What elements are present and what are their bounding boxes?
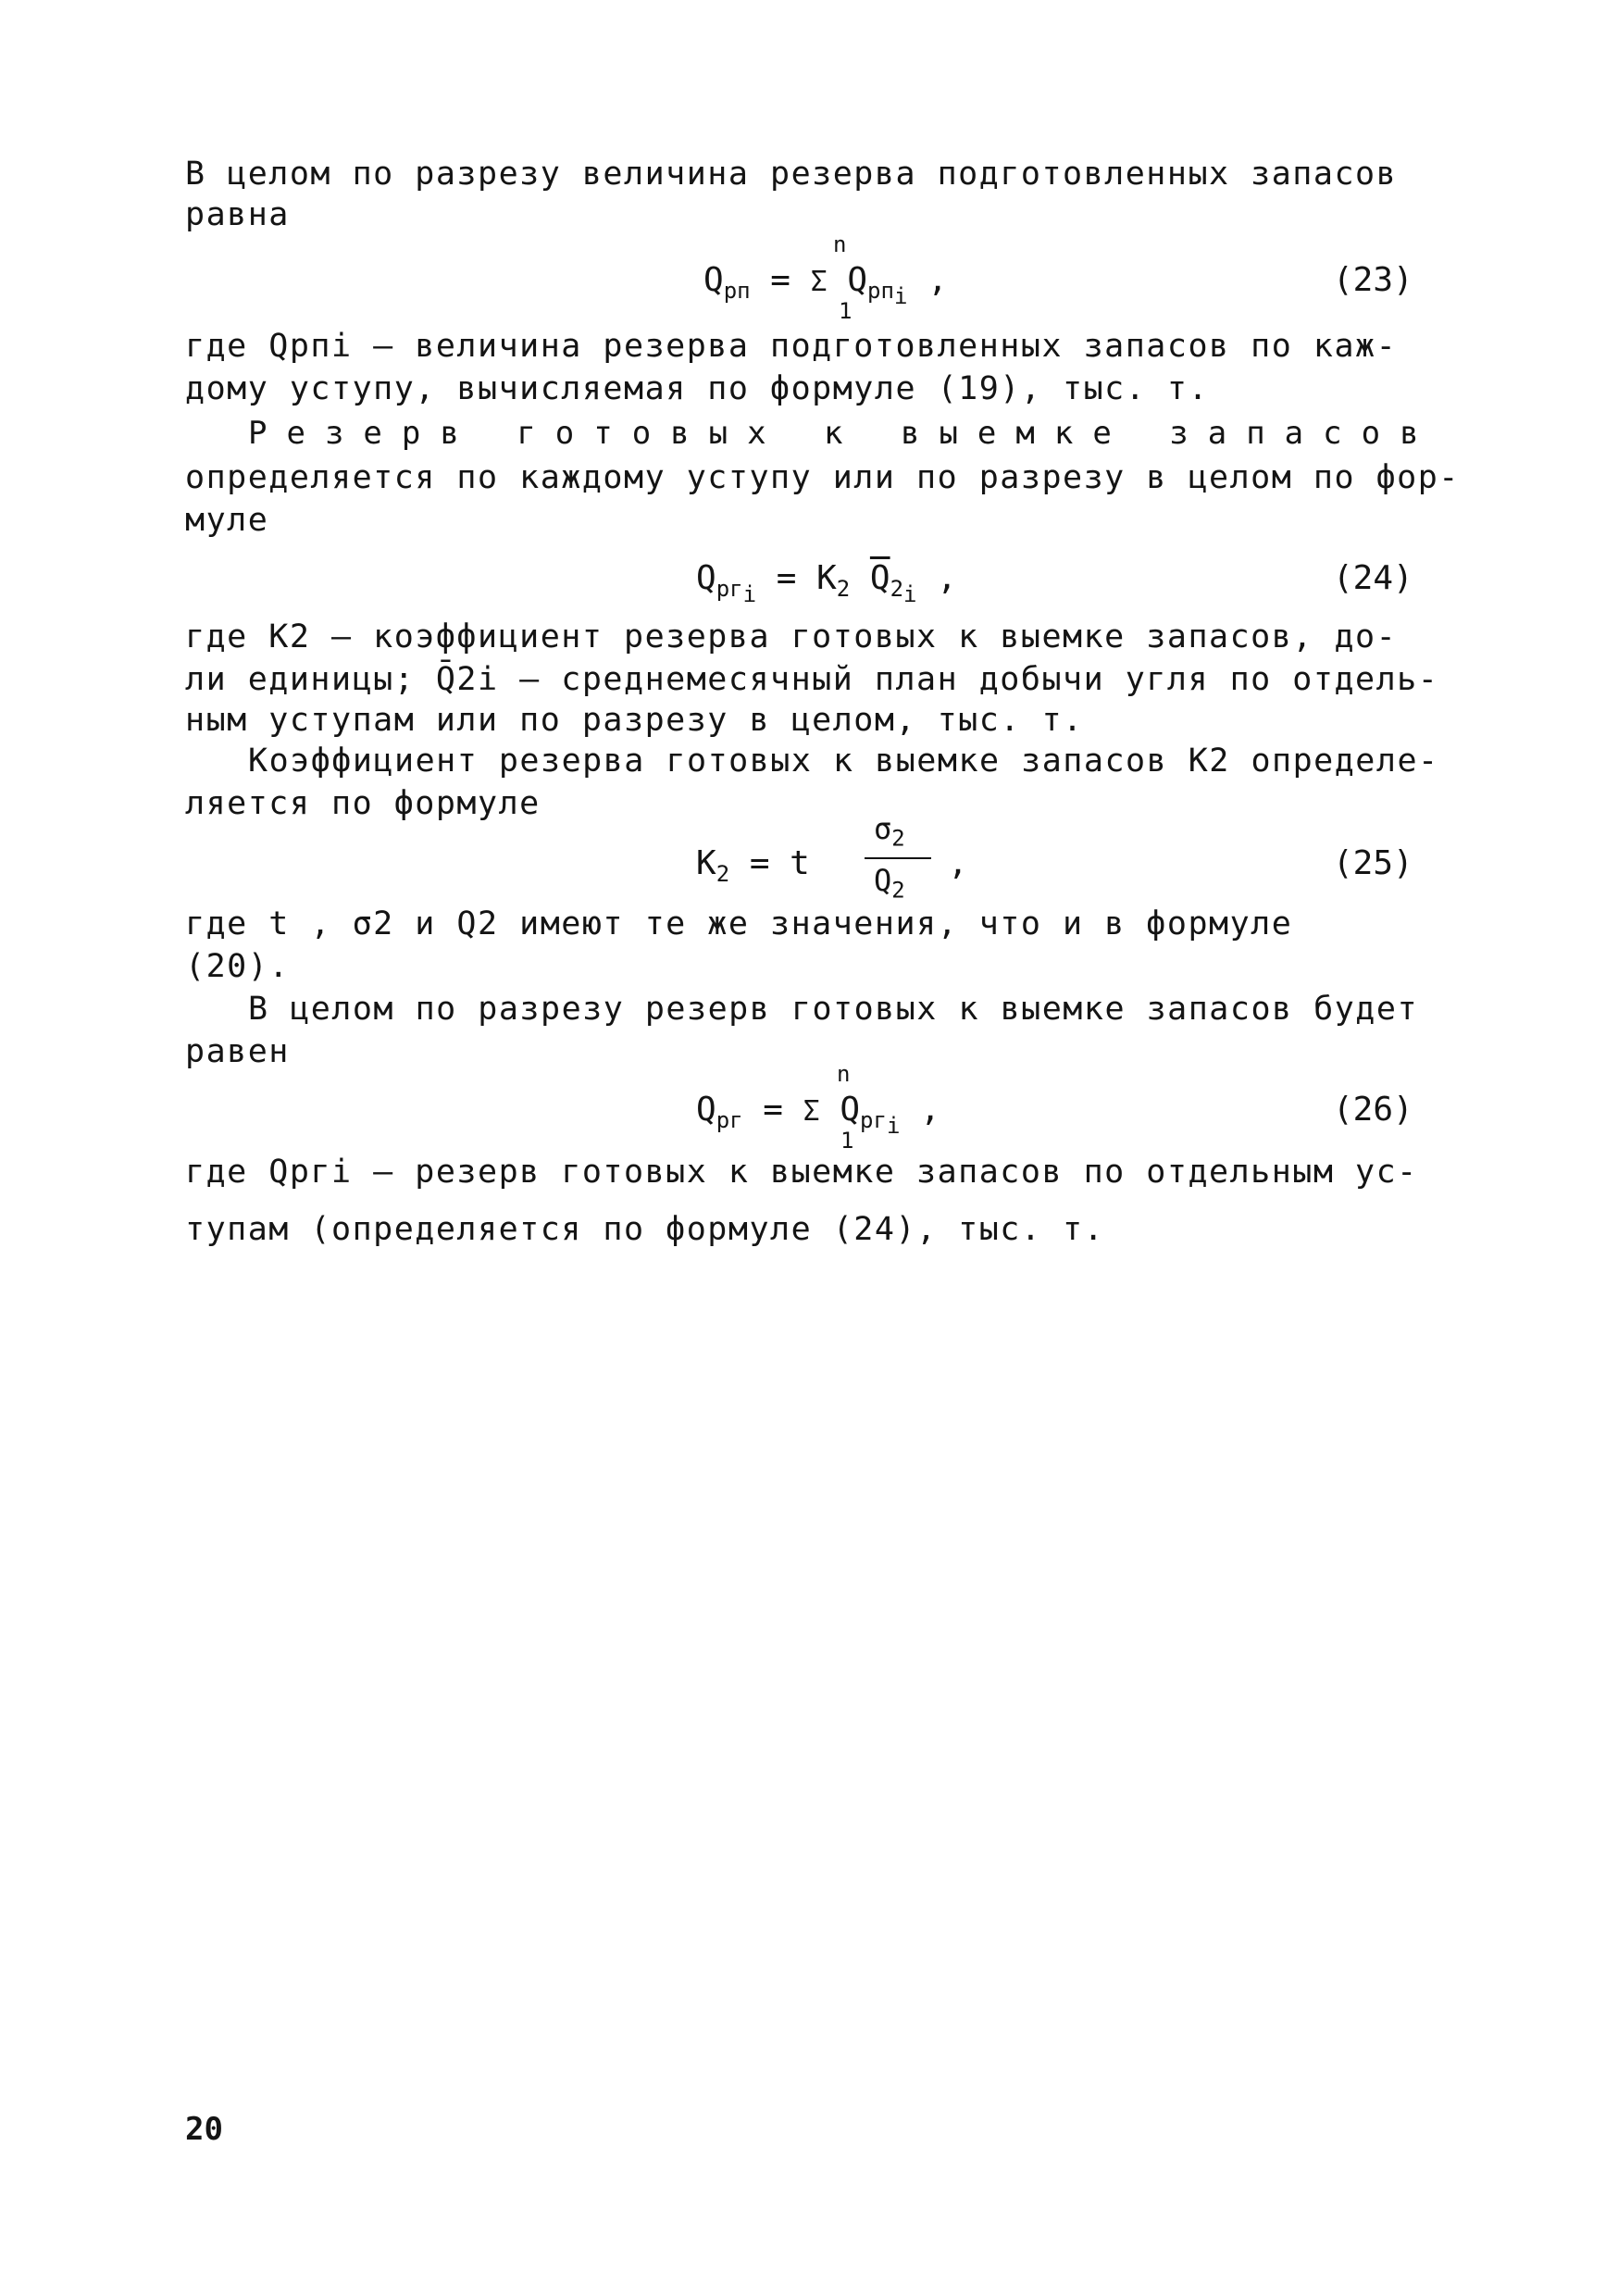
page-number: 20 bbox=[185, 2111, 223, 2148]
equation-number-24: (24) bbox=[1333, 559, 1413, 597]
text-line: (20). bbox=[185, 948, 290, 985]
text-line: равна bbox=[185, 196, 290, 233]
text-line: ляется по формуле bbox=[185, 785, 541, 822]
text-line: В целом по разрезу величина резерва подготовленных запасов bbox=[185, 156, 1398, 193]
text-line: тупам (определяется по формуле (24), тыс. т. bbox=[185, 1211, 1105, 1248]
text-line: определяется по каждому уступу или по разрезу в целом по фор- bbox=[185, 459, 1460, 496]
text-line: дому уступу, вычисляемая по формуле (19), тыс. т. bbox=[185, 370, 1210, 407]
text-line: ным уступам или по разрезу в целом, тыс. т. bbox=[185, 702, 1084, 739]
text-line: Коэффициент резерва готовых к выемке запасов K2 определе- bbox=[248, 742, 1439, 780]
text-line: где Qрпi – величина резерва подготовленных запасов по каж- bbox=[185, 328, 1398, 365]
text-line: где t , σ2 и Q2 имеют те же значения, что и в формуле bbox=[185, 905, 1293, 942]
text-line: ли единицы; Q̄2i – среднемесячный план добычи угля по отдель- bbox=[185, 661, 1439, 698]
text-line: муле bbox=[185, 502, 269, 539]
text-line: В целом по разрезу резерв готовых к выемке запасов будет bbox=[248, 991, 1419, 1028]
equation-number-26: (26) bbox=[1333, 1091, 1413, 1129]
text-line: равен bbox=[185, 1033, 290, 1070]
text-line: Резерв готовых к выемке запасов bbox=[248, 415, 1438, 452]
text-line: где K2 – коэффициент резерва готовых к выемке запасов, до- bbox=[185, 618, 1398, 655]
document-page: В целом по разрезу величина резерва подготовленных запасов равна n $Q_{рп} = \Sigma$ $Q_{рп_i}$ , 1 (23) где Qрпi – величина резерва подготовленных запасов по каж- дому уступу, вычисляемая по формуле (19), тыс. т. Резерв готовых к выемке запасов определяется по каждому уступу или по разрезу в целом по фор- муле $Q_{рг_i} = K_2$ $\overline{Q}_{2_i}$ , (24) где K2 – коэффициент резерва готовых к выемке запасов, до- ли единицы; Q̄2i – среднемесячный план добычи угля по отдель- ным уступам или по разрезу в целом, тыс. т. Коэффициент резерва готовых к выемке запасов K2 определе- ляется по формуле $K_2 = t$ $\sigma_2$ $Q_2$ , (25) где t , σ2 и Q2 имеют те же значения, что и в формуле (20). В целом по разрезу резерв готовых к выемке запасов будет равен n $Q_{рг} = \Sigma$ $Q_{рг_i}$ , 1 (26) где Qргi – резерв готовых к выемке запасов по отдельным ус- тупам (определяется по формуле (24), тыс. т. 20 bbox=[185, 156, 1460, 2148]
equation-number-25: (25) bbox=[1333, 844, 1413, 882]
equation-number-23: (23) bbox=[1333, 261, 1413, 299]
text-line: где Qргi – резерв готовых к выемке запасов по отдельным ус- bbox=[185, 1154, 1418, 1191]
